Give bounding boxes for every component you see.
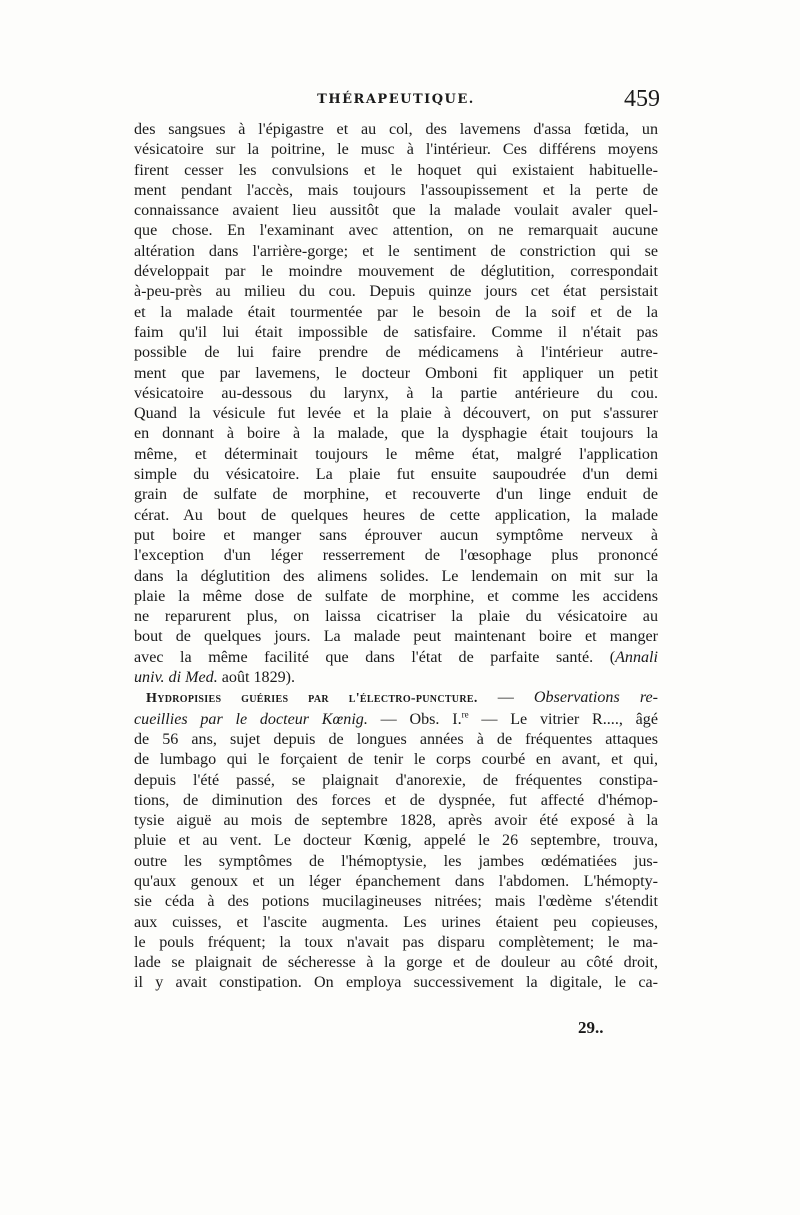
text-line bbox=[134, 710, 658, 730]
text-line: simple du vésicatoire. La plaie fut ensuite saupoudrée d'un demi bbox=[134, 466, 658, 484]
text-line: grain de sulfate de morphine, et recouverte d'un linge enduit de bbox=[134, 486, 658, 504]
running-title: THÉRAPEUTIQUE. bbox=[317, 92, 475, 107]
section-heading: Hydropisies guéries par l'électro-puncture. bbox=[146, 691, 478, 707]
text-line: qu'aux genoux et un léger épanchement dans l'abdomen. L'hémopty- bbox=[134, 872, 658, 890]
citation-date: août 1829). bbox=[217, 669, 296, 687]
text-fragment: — Le vitrier R...., âgé bbox=[468, 710, 658, 728]
ordinal-superscript: re bbox=[461, 709, 469, 720]
text-line: vésicatoire au-dessous du larynx, à la partie antérieure du cou. bbox=[134, 384, 658, 402]
heading-subtitle: Observations re- bbox=[533, 689, 658, 707]
text-line: de lumbago qui le forçaient de tenir le corps courbé en avant, et qui, bbox=[134, 751, 658, 769]
text-line: à-peu-près au milieu du cou. Depuis quinze jours cet état persistait bbox=[134, 283, 658, 301]
text-line: dans la déglutition des alimens solides. Le lendemain on mit sur la bbox=[134, 567, 658, 585]
text-line: ment pendant l'accès, mais toujours l'assoupissement et la perte de bbox=[134, 181, 658, 199]
text-line: connaissance avaient lieu aussitôt que la malade voulait avaler quel- bbox=[134, 202, 658, 220]
heading-subtitle-cont: cueillies par le docteur Kœnig. bbox=[134, 710, 368, 728]
text-line: même, et déterminait toujours le même état, malgré l'application bbox=[134, 445, 658, 463]
text-line: depuis l'été passé, se plaignait d'anorexie, de fréquentes constipa- bbox=[134, 771, 658, 789]
text-line: lade se plaignait de sécheresse à la gorge et de douleur au côté droit, bbox=[134, 954, 658, 972]
text-line: outre les symptômes de l'hémoptysie, les jambes œdématiées jus- bbox=[134, 852, 658, 870]
text-line: le pouls fréquent; la toux n'avait pas disparu complètement; le ma- bbox=[134, 933, 658, 951]
text-line: des sangsues à l'épigastre et au col, des lavemens d'assa fœtida, un bbox=[134, 121, 658, 138]
section-heading-line bbox=[134, 688, 658, 709]
text-line: sie céda à des potions mucilagineuses nitrées; mais l'œdème s'étendit bbox=[134, 893, 658, 911]
text-line: plaie la même dose de sulfate de morphine, et comme les accidens bbox=[134, 587, 658, 605]
text-line: développait par le moindre mouvement de déglutition, correspondait bbox=[134, 263, 658, 281]
text-line bbox=[134, 648, 658, 668]
text-line bbox=[134, 668, 658, 688]
body-text bbox=[134, 120, 658, 994]
signature-mark: 29.. bbox=[578, 1018, 604, 1037]
text-line: put boire et manger sans éprouver aucun symptôme nerveux à bbox=[134, 526, 658, 544]
text-line: cérat. Au bout de quelques heures de cette application, la malade bbox=[134, 506, 658, 524]
text-line: que chose. En l'examinant avec attention, on ne remarquait aucune bbox=[134, 222, 658, 240]
page-number: 459 bbox=[624, 86, 660, 112]
citation-journal: Annali bbox=[615, 648, 658, 666]
text-line: ne reparurent plus, on laissa cicatriser la plaie du vésicatoire au bbox=[134, 608, 658, 626]
text-line: vésicatoire sur la poitrine, le musc à l'intérieur. Ces différens moyens bbox=[134, 141, 658, 159]
citation-source: univ. di Med. bbox=[134, 669, 218, 687]
text-line: possible de lui faire prendre de médicamens à l'intérieur autre- bbox=[134, 344, 658, 362]
paragraph-1 bbox=[134, 120, 658, 688]
text-line: bout de quelques jours. La malade peut maintenant boire et manger bbox=[134, 628, 658, 646]
text-line: tysie aiguë au mois de septembre 1828, après avoir été exposé à la bbox=[134, 812, 658, 830]
text-line: tions, de diminution des forces et de dyspnée, fut affecté d'hémop- bbox=[134, 791, 658, 809]
heading-dash: — bbox=[477, 689, 534, 707]
paragraph-2 bbox=[134, 688, 658, 993]
text-line: il y avait constipation. On employa successivement la digitale, le ca- bbox=[134, 974, 658, 992]
text-line: pluie et au vent. Le docteur Kœnig, appelé le 26 septembre, trouva, bbox=[134, 832, 658, 850]
observation-label: — Obs. I. bbox=[367, 710, 462, 728]
text-line: de 56 ans, sujet depuis de longues années à de fréquentes attaques bbox=[134, 730, 658, 748]
text-line: altération dans l'arrière-gorge; et le sentiment de constriction qui se bbox=[134, 242, 658, 260]
text-line: Quand la vésicule fut levée et la plaie à découvert, on put s'assurer bbox=[134, 405, 658, 423]
text-line: et la malade était tourmentée par le besoin de la soif et de la bbox=[134, 303, 658, 321]
text-line: faim qu'il lui était impossible de satisfaire. Comme il n'était pas bbox=[134, 323, 658, 341]
running-head bbox=[132, 86, 660, 116]
text-line: l'exception d'un léger resserrement de l'œsophage plus prononcé bbox=[134, 547, 658, 565]
text-line: en donnant à boire à la malade, que la dysphagie était toujours la bbox=[134, 425, 658, 443]
text-line: ment que par lavemens, le docteur Omboni fit appliquer un petit bbox=[134, 364, 658, 382]
text-line: firent cesser les convulsions et le hoquet qui existaient habituelle- bbox=[134, 161, 658, 179]
text-line: aux cuisses, et l'ascite augmenta. Les urines étaient peu copieuses, bbox=[134, 913, 658, 931]
text-fragment: avec la même facilité que dans l'état de parfaite santé. ( bbox=[134, 648, 616, 666]
